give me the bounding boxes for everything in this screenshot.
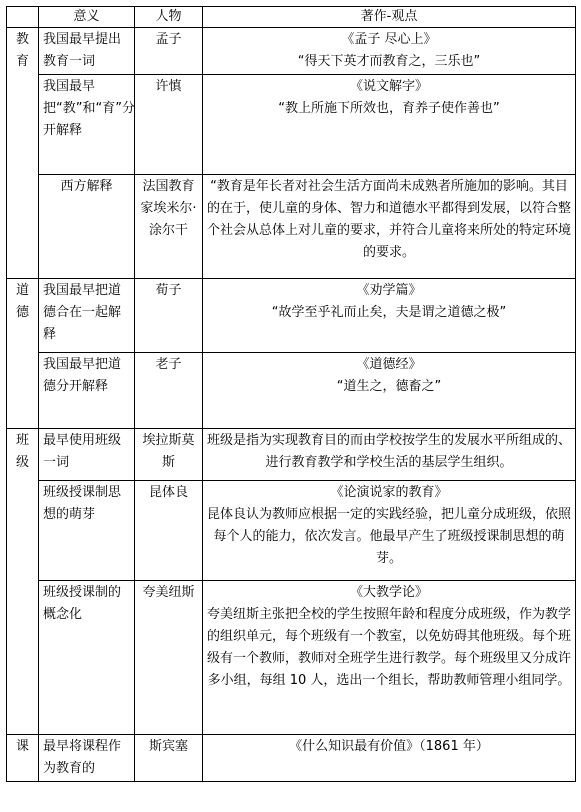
person-cell: 法国教育家埃米尔·涂尔干 <box>135 175 203 279</box>
header-blank <box>7 7 39 28</box>
meaning-cell: 最早使用班级一词 <box>39 429 135 481</box>
meaning-cell: 我国最早把道德分开解释 <box>39 353 135 429</box>
work-title: 《论演说家的教育》 <box>330 485 448 500</box>
meaning-cell: 我国最早把道德合在一起解释 <box>39 279 135 353</box>
table-row <box>7 175 576 279</box>
table-row <box>7 429 576 481</box>
work-body: “道生之，德畜之” <box>336 379 442 394</box>
work-cell <box>203 735 576 782</box>
work-cell <box>203 175 576 279</box>
header-work: 著作-观点 <box>203 7 576 28</box>
table-row <box>7 75 576 175</box>
work-title: 《说文解字》 <box>349 79 428 94</box>
work-cell <box>203 353 576 429</box>
person-cell: 昆体良 <box>135 481 203 581</box>
category-cell: 班级 <box>7 429 39 735</box>
work-cell <box>203 581 576 735</box>
person-cell: 许慎 <box>135 75 203 175</box>
meaning-cell: 班级授课制思想的萌芽 <box>39 481 135 581</box>
work-body: “教育是年长者对社会生活方面尚未成熟者所施加的影响。其目的在于，使儿童的身体、智力和道德水平都得到发展，以符合整个社会从总体上对儿童的要求，并符合儿童将来所处的特定环境的要求。 <box>207 179 572 260</box>
work-cell <box>203 481 576 581</box>
category-cell: 道德 <box>7 279 39 429</box>
work-body: “教上所施下所效也，育养子使作善也” <box>278 101 500 116</box>
concept-table <box>6 6 576 782</box>
work-title: 《劝学篇》 <box>356 283 422 298</box>
person-cell: 孟子 <box>135 28 203 75</box>
category-cell: 课 <box>7 735 39 782</box>
work-cell <box>203 75 576 175</box>
person-cell: 荀子 <box>135 279 203 353</box>
table-row <box>7 581 576 735</box>
header-meaning: 意义 <box>39 7 135 28</box>
category-cell: 教育 <box>7 28 39 279</box>
table-header-row <box>7 7 576 28</box>
work-title: 《道德经》 <box>356 357 422 372</box>
work-title: 《大教学论》 <box>349 585 428 600</box>
meaning-cell: 我国最早提出教育一词 <box>39 28 135 75</box>
work-cell <box>203 429 576 481</box>
person-cell: 老子 <box>135 353 203 429</box>
meaning-cell: 我国最早把“教”和“育”分开解释 <box>39 75 135 175</box>
work-cell <box>203 279 576 353</box>
work-title: 《孟子 尽心上》 <box>341 32 437 47</box>
header-person: 人物 <box>135 7 203 28</box>
meaning-cell: 西方解释 <box>39 175 135 279</box>
work-title: 《什么知识最有价值》（1861 年） <box>289 739 489 754</box>
person-cell: 斯宾塞 <box>135 735 203 782</box>
table-row <box>7 735 576 782</box>
work-cell <box>203 28 576 75</box>
table-row <box>7 353 576 429</box>
work-body: 班级是指为实现教育目的而由学校按学生的发展水平所组成的、进行教育教学和学校生活的基层学生组织。 <box>207 433 572 470</box>
table-row <box>7 481 576 581</box>
table-row <box>7 28 576 75</box>
table-row <box>7 279 576 353</box>
meaning-cell: 班级授课制的概念化 <box>39 581 135 735</box>
work-body: 夸美纽斯主张把全校的学生按照年龄和程度分成班级，作为教学的组织单元，每个班级有一个教室，以免妨碍其他班级。每个班级有一个教师，教师对全班学生进行教学。每个班级里又分成许多小组，每组 10 人，选出一个组长，帮助教师管理小组同学。 <box>207 607 572 688</box>
work-body: “得天下英才而教育之，三乐也” <box>297 54 481 69</box>
person-cell: 埃拉斯莫斯 <box>135 429 203 481</box>
meaning-cell: 最早将课程作为教育的 <box>39 735 135 782</box>
person-cell: 夸美纽斯 <box>135 581 203 735</box>
work-body: 昆体良认为教师应根据一定的实践经验，把儿童分成班级，依照每个人的能力，依次发言。他最早产生了班级授课制思想的萌芽。 <box>207 507 572 566</box>
work-body: “故学至乎礼而止矣，夫是谓之道德之极” <box>271 305 507 320</box>
